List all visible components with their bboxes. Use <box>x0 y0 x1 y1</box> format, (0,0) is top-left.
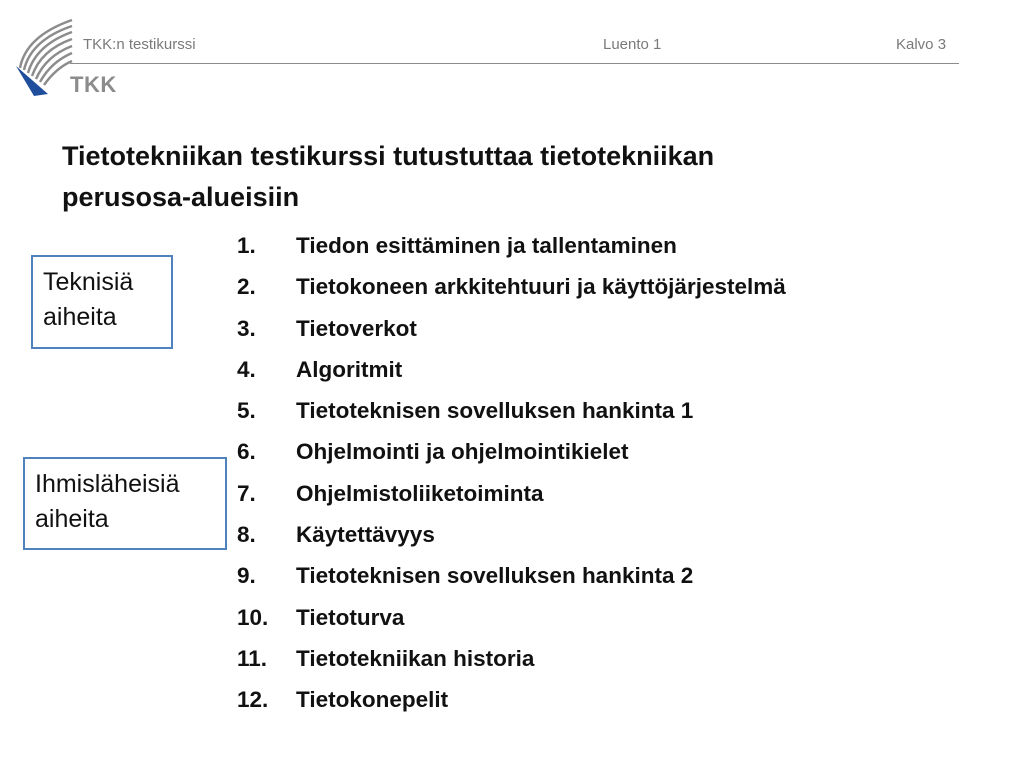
technical-topics-box <box>31 255 173 349</box>
list-item-label: Tiedon esittäminen ja tallentaminen <box>296 233 677 258</box>
list-item <box>237 597 786 638</box>
list-item-label: Tietoteknisen sovelluksen hankinta 2 <box>296 563 694 589</box>
technical-topics-label-line-2: aiheita <box>43 303 117 331</box>
list-item <box>237 390 786 431</box>
list-item-number: 8. <box>237 522 256 548</box>
list-item <box>237 679 786 720</box>
list-item-number: 6. <box>237 439 256 465</box>
list-item-number: 12. <box>237 687 269 713</box>
list-item <box>237 473 786 514</box>
tkk-logo-icon <box>14 18 76 98</box>
list-item-number: 7. <box>237 480 256 506</box>
list-item-number: 1. <box>237 233 256 258</box>
list-item <box>237 308 786 349</box>
logo-text: TKK <box>70 72 117 97</box>
technical-topics-label-line-1: Teknisiä <box>43 268 134 296</box>
human-topics-label-line-2: aiheita <box>35 505 109 533</box>
human-topics-label-line-1: Ihmisläheisiä <box>35 470 180 498</box>
list-item-number: 9. <box>237 563 256 589</box>
list-item-label: Tietokoneen arkkitehtuuri ja käyttöjärjestelmä <box>296 274 786 300</box>
header-slide-number: Kalvo 3 <box>896 36 947 53</box>
human-topics-box <box>23 457 227 550</box>
list-item-label: Ohjelmistoliiketoiminta <box>296 480 544 506</box>
list-item <box>237 555 786 596</box>
list-item <box>237 225 786 266</box>
slide-title <box>62 136 942 218</box>
list-item-number: 3. <box>237 315 256 341</box>
list-item-label: Tietokonepelit <box>296 687 449 713</box>
list-item-label: Tietoverkot <box>296 315 417 341</box>
list-item <box>237 638 786 679</box>
list-item <box>237 431 786 472</box>
header-course-name: TKK:n testikurssi <box>83 36 196 53</box>
list-item-label: Tietoteknisen sovelluksen hankinta 1 <box>296 398 694 424</box>
header-divider <box>70 63 959 64</box>
list-item-number: 11. <box>237 645 268 671</box>
slide-title-line-2: perusosa-alueisiin <box>62 182 300 212</box>
list-item-label: Käytettävyys <box>296 522 435 548</box>
list-item-number: 2. <box>237 274 256 300</box>
slide-title-line-1: Tietotekniikan testikurssi tutustuttaa tietotekniikan <box>62 141 715 171</box>
list-item-label: Algoritmit <box>296 356 403 382</box>
list-item <box>237 266 786 307</box>
list-item-label: Tietotekniikan historia <box>296 645 535 671</box>
list-item <box>237 349 786 390</box>
list-item-label: Ohjelmointi ja ohjelmointikielet <box>296 439 629 465</box>
list-item-label: Tietoturva <box>296 604 405 630</box>
list-item-number: 5. <box>237 398 256 424</box>
topic-list <box>237 225 786 721</box>
list-item-number: 10. <box>237 604 269 630</box>
list-item <box>237 514 786 555</box>
header-lecture: Luento 1 <box>603 36 662 53</box>
list-item-number: 4. <box>237 356 256 382</box>
